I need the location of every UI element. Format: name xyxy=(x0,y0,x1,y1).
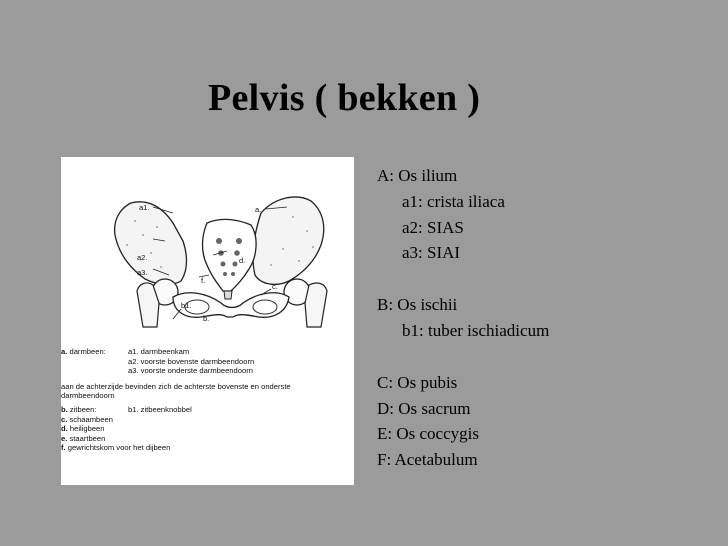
right-ilium xyxy=(253,197,324,284)
label-f: f. xyxy=(201,276,206,285)
legend-key-c: c. xyxy=(61,414,68,424)
legend-b1: b1. zitbeenknobbel xyxy=(128,404,192,414)
left-ilium xyxy=(115,202,187,285)
list-item-a3: a3: SIAI xyxy=(402,243,461,263)
label-a1: a1. xyxy=(139,203,150,212)
right-obturator-foramen xyxy=(253,300,277,314)
legend-name-f: gewrichtskom voor het dijbeen xyxy=(67,443,171,453)
label-c: c. xyxy=(272,282,278,291)
legend-row-c xyxy=(61,415,354,425)
label-d: d. xyxy=(239,256,246,265)
list-item-b1: b1: tuber ischiadicum xyxy=(402,320,550,340)
label-b1: b1. xyxy=(181,301,192,310)
legend-name-d: heiligbeen xyxy=(69,424,105,434)
legend-name-e: staartbeen xyxy=(69,433,106,443)
list-item-E: E: Os coccygis xyxy=(377,424,479,444)
legend-name-b: zitbeen: xyxy=(69,404,97,414)
legend-a3: a3. voorste onderste darmbeendoorn xyxy=(128,366,253,376)
sacrum xyxy=(203,219,257,291)
right-femur xyxy=(305,283,327,327)
legend-key-f: f. xyxy=(61,443,66,453)
legend-row-a xyxy=(61,347,354,357)
legend-note-line2: darmbeendoorn xyxy=(61,391,115,401)
list-item-B: B: Os ischii xyxy=(377,295,458,315)
label-a2: a2. xyxy=(137,253,148,262)
list-item-a2: a2: SIAS xyxy=(402,217,464,237)
legend-key-a: a. xyxy=(61,347,68,356)
label-b: b. xyxy=(203,314,210,323)
label-a: a. xyxy=(255,205,262,214)
legend-row-e xyxy=(61,434,354,444)
legend-name-a: darmbeen: xyxy=(69,347,106,356)
pelvis-figure xyxy=(61,157,354,485)
list-item-A: A: Os ilium xyxy=(377,166,458,185)
coccyx xyxy=(224,291,232,299)
list-item-a1: a1: crista iliaca xyxy=(402,191,505,211)
pelvis-illustration xyxy=(61,157,354,347)
figure-legend xyxy=(61,347,354,453)
list-item-C: C: Os pubis xyxy=(377,372,458,392)
label-a3: a3. xyxy=(137,268,148,277)
legend-a1: a1. darmbeenkam xyxy=(128,347,190,356)
slide-title: Pelvis ( bekken ) xyxy=(208,77,481,119)
legend-row-d xyxy=(61,424,354,434)
legend-key-d: d. xyxy=(61,424,68,434)
legend-a2: a2. voorste bovenste darmbeendoorn xyxy=(128,356,255,366)
bone-list xyxy=(377,163,549,473)
list-item-F: F: Acetabulum xyxy=(377,450,478,470)
legend-key-b: b. xyxy=(61,404,68,414)
legend-name-c: schaambeen xyxy=(69,414,113,424)
legend-key-e: e. xyxy=(61,433,68,443)
list-item-D: D: Os sacrum xyxy=(377,398,471,418)
legend-row-f xyxy=(61,443,354,453)
legend-note-line1: aan de achterzijde bevinden zich de achterste bovenste en onderste xyxy=(61,381,291,391)
legend-row-b xyxy=(61,405,354,415)
